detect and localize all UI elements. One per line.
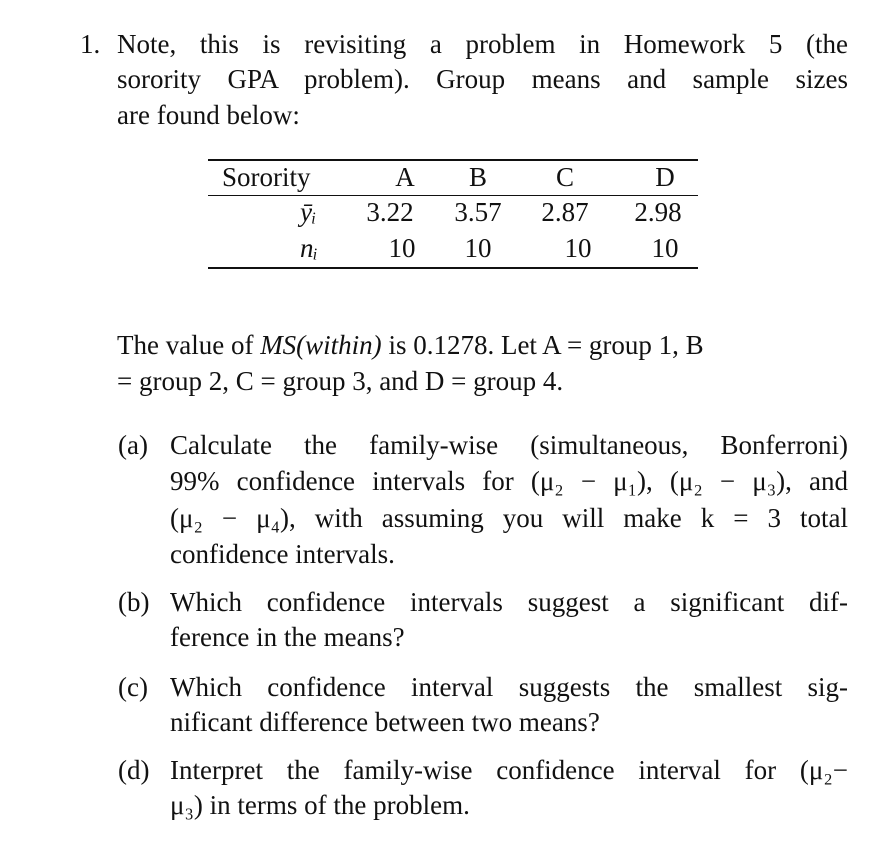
- table-header-cell: D: [655, 162, 675, 192]
- table-header-cell: C: [555, 162, 574, 192]
- row-label-mean: ȳᵢ: [300, 197, 317, 227]
- row-label-n: nᵢ: [300, 233, 318, 263]
- part-line: ference in the means?: [170, 622, 405, 652]
- problem-line: Note, this is revisiting a problem in Homework 5 (the: [117, 29, 848, 59]
- table-cell: 10: [388, 233, 416, 263]
- part-line: Interpret the family-wise confidence interval for (μ₂−: [170, 755, 848, 785]
- table-cell: 2.87: [541, 197, 589, 227]
- table-cell: 10: [464, 233, 492, 263]
- text: The value of: [117, 330, 261, 360]
- table-header-cell: B: [468, 162, 487, 192]
- table-header-cell: A: [395, 162, 415, 192]
- problem-line: sorority GPA problem). Group means and sample sizes: [117, 64, 848, 94]
- part-label: (d): [118, 755, 150, 785]
- table-cell: 2.98: [634, 197, 682, 227]
- table-header-label: Sorority: [222, 162, 311, 192]
- ms-within: MS(within): [260, 330, 382, 360]
- part-label: (a): [118, 430, 148, 460]
- part-line: Calculate the family-wise (simultaneous, Bonferroni): [170, 430, 848, 460]
- part-line: (μ₂ − μ₄), with assuming you will make k = 3 total: [170, 503, 848, 533]
- part-line: nificant difference between two means?: [170, 707, 600, 737]
- problem-line: are found below:: [117, 100, 300, 130]
- part-line: confidence intervals.: [170, 539, 395, 569]
- problem-number: 1.: [80, 29, 101, 59]
- table-bottom-rule: [208, 267, 698, 269]
- part-line: Which confidence interval suggests the smallest sig-: [170, 672, 848, 702]
- table-cell: 10: [564, 233, 592, 263]
- table-cell: 3.57: [454, 197, 502, 227]
- part-label: (b): [118, 587, 150, 617]
- table-cell: 10: [651, 233, 679, 263]
- part-line: Which confidence intervals suggest a significant dif-: [170, 587, 848, 617]
- paragraph-line: [117, 329, 704, 361]
- paragraph-line: = group 2, C = group 3, and D = group 4.: [117, 366, 564, 396]
- table-cell: 3.22: [366, 197, 414, 227]
- part-line: 99% confidence intervals for (μ₂ − μ₁), (μ₂ − μ₃), and: [170, 466, 848, 496]
- text: is 0.1278. Let A = group 1, B: [381, 330, 704, 360]
- part-label: (c): [118, 672, 148, 702]
- part-line: μ₃) in terms of the problem.: [170, 790, 470, 820]
